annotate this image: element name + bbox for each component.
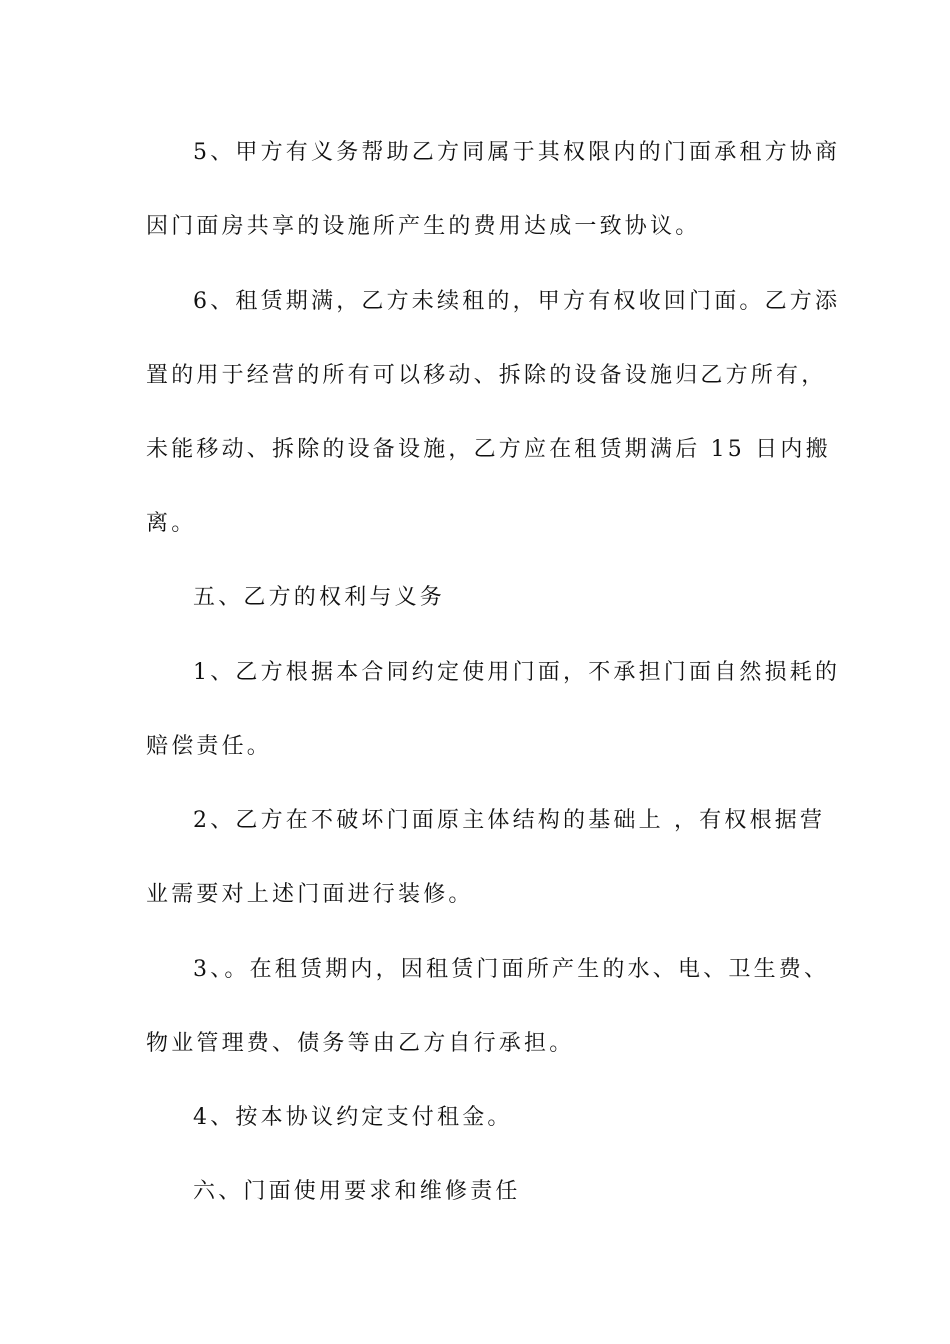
clause-4-5-line-2: 因门面房共享的设施所产生的费用达成一致协议。 bbox=[146, 214, 701, 239]
clause-5-4: 4、按本协议约定支付租金。 bbox=[193, 1105, 513, 1130]
clause-4-6-line-4: 离。 bbox=[146, 511, 197, 536]
clause-4-6-line-3: 未能移动、拆除的设备设施，乙方应在租赁期满后 15 日内搬 bbox=[146, 437, 831, 462]
section-heading-6: 六、门面使用要求和维修责任 bbox=[193, 1179, 521, 1204]
clause-5-3-line-2: 物业管理费、债务等由乙方自行承担。 bbox=[146, 1031, 575, 1056]
clause-5-1-line-1: 1、乙方根据本合同约定使用门面，不承担门面自然损耗的 bbox=[193, 660, 841, 685]
clause-4-5-line-1: 5、甲方有义务帮助乙方同属于其权限内的门面承租方协商 bbox=[193, 140, 841, 165]
clause-5-2-line-2: 业需要对上述门面进行装修。 bbox=[146, 882, 474, 907]
clause-5-2-line-1: 2、乙方在不破坏门面原主体结构的基础上 ，有权根据营 bbox=[193, 808, 826, 833]
clause-5-3-line-1: 3、。在租赁期内，因租赁门面所产生的水、电、卫生费、 bbox=[193, 957, 830, 982]
clause-4-6-line-2: 置的用于经营的所有可以移动、拆除的设备设施归乙方所有， bbox=[146, 363, 827, 388]
clause-5-1-line-2: 赔偿责任。 bbox=[146, 734, 273, 759]
section-heading-5: 五、乙方的权利与义务 bbox=[193, 585, 446, 610]
clause-4-6-line-1: 6、租赁期满，乙方未续租的，甲方有权收回门面。乙方添 bbox=[193, 289, 841, 314]
